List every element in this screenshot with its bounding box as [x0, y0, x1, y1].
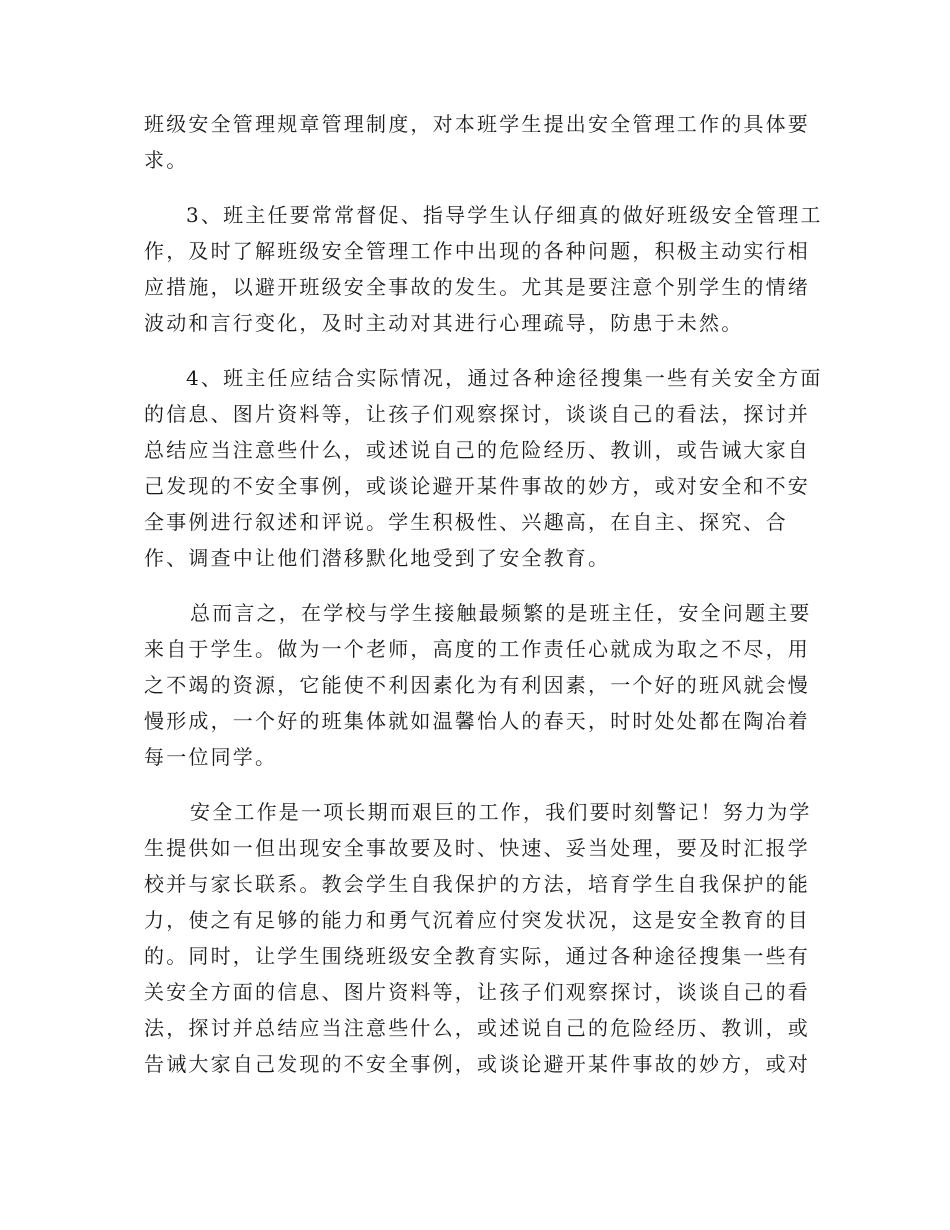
- text-line: 3、班主任要常常督促、指导学生认仔细真的做好班级安全管理工: [186, 203, 823, 227]
- text-line: 告诫大家自己发现的不安全事例，或谈论避开某件事故的妙方，或对: [144, 1052, 810, 1076]
- text-line: 总结应当注意些什么，或述说自己的危险经历、教训，或告诫大家自: [144, 438, 810, 462]
- text-line: 力，使之有足够的能力和勇气沉着应付突发状况，这是安全教育的目: [144, 908, 810, 932]
- text-line: 安全工作是一项长期而艰巨的工作，我们要时刻警记！努力为学: [190, 800, 812, 824]
- text-line: 作，及时了解班级安全管理工作中出现的各种问题，积极主动实行相: [144, 239, 810, 263]
- text-line: 之不竭的资源，它能使不利因素化为有利因素，一个好的班风就会慢: [144, 673, 810, 697]
- text-line: 波动和言行变化，及时主动对其进行心理疏导，防患于未然。: [144, 311, 744, 335]
- paragraph-safety-work: [144, 794, 812, 1082]
- text-line: 的。同时，让学生围绕班级安全教育实际，通过各种途径搜集一些有: [144, 944, 810, 968]
- text-line: 来自于学生。做为一个老师，高度的工作责任心就成为取之不尽，用: [144, 637, 810, 661]
- text-line: 求。: [144, 148, 189, 172]
- text-line: 法，探讨并总结应当注意些什么，或述说自己的危险经历、教训，或: [144, 1016, 810, 1040]
- text-line: 每一位同学。: [144, 745, 278, 769]
- paragraph-continuation: [144, 106, 810, 178]
- text-line: 己发现的不安全事例，或谈论避开某件事故的妙方，或对安全和不安: [144, 474, 810, 498]
- text-line: 慢形成，一个好的班集体就如温馨怡人的春天，时时处处都在陶冶着: [144, 709, 810, 733]
- text-line: 生提供如一但出现安全事故要及时、快速、妥当处理，要及时汇报学: [144, 836, 810, 860]
- text-line: 4、班主任应结合实际情况，通过各种途径搜集一些有关安全方面: [186, 366, 823, 390]
- text-line: 作、调查中让他们潜移默化地受到了安全教育。: [144, 546, 611, 570]
- paragraph-summary: [144, 595, 812, 775]
- paragraph-item-3: [144, 197, 823, 341]
- text-line: 应措施，以避开班级安全事故的发生。尤其是要注意个别学生的情绪: [144, 275, 810, 299]
- text-line: 班级安全管理规章管理制度，对本班学生提出安全管理工作的具体要: [144, 112, 810, 136]
- text-line: 校并与家长联系。教会学生自我保护的方法，培育学生自我保护的能: [144, 872, 810, 896]
- text-line: 的信息、图片资料等，让孩子们观察探讨，谈谈自己的看法，探讨并: [144, 402, 810, 426]
- paragraph-item-4: [144, 360, 823, 576]
- text-line: 关安全方面的信息、图片资料等，让孩子们观察探讨，谈谈自己的看: [144, 980, 810, 1004]
- text-line: 全事例进行叙述和评说。学生积极性、兴趣高，在自主、探究、合: [144, 510, 788, 534]
- text-line: 总而言之，在学校与学生接触最频繁的是班主任，安全问题主要: [190, 601, 812, 625]
